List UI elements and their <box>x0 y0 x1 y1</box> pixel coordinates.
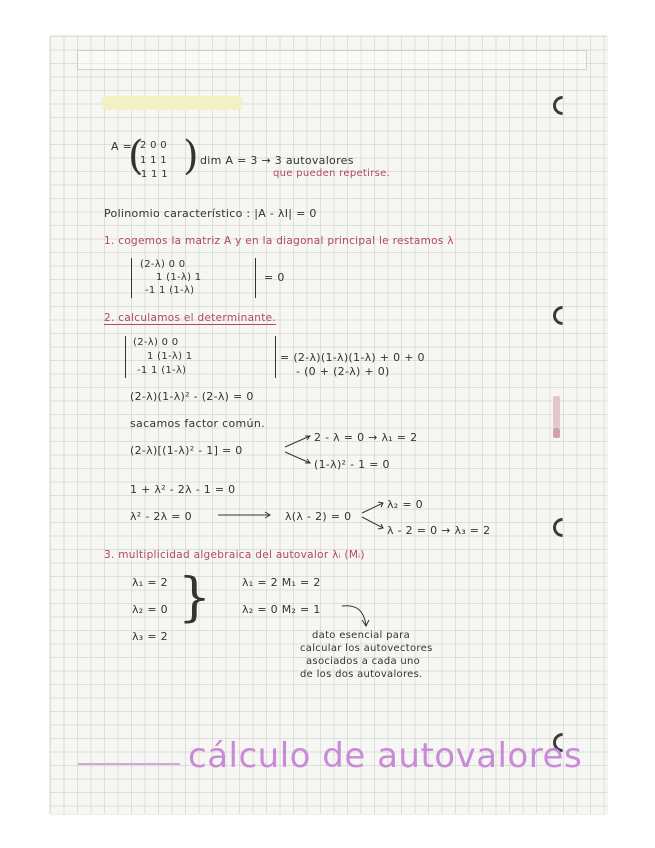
polynomial-heading: Polinomio característico : |A - λI| = 0 <box>104 207 317 220</box>
det2-expansion-subtract: - (0 + (2-λ) + 0) <box>296 365 390 378</box>
matrix-paren-left: ( <box>128 133 144 179</box>
matrix-row: 2 0 0 <box>140 140 167 151</box>
equation-line: 1 + λ² - 2λ - 1 = 0 <box>130 483 236 496</box>
branch-result: (1-λ)² - 1 = 0 <box>314 458 390 471</box>
det1-equals: = 0 <box>264 271 285 284</box>
note-line: asociados a cada uno <box>306 656 421 667</box>
title-underline <box>78 763 180 765</box>
matrix-row: 1 1 1 <box>140 155 167 166</box>
det2-row: -1 1 (1-λ) <box>137 365 187 376</box>
branch-arrow <box>285 436 310 447</box>
step-1-heading: 1. cogemos la matriz A y en la diagonal principal le restamos λ <box>104 235 454 247</box>
page-title: cálculo de autovalores <box>188 736 583 776</box>
note-line: de los dos autovalores. <box>300 669 423 680</box>
multiplicity-item: λ₁ = 2 M₁ = 2 <box>242 576 321 589</box>
branch-arrow <box>362 503 383 513</box>
eigenvalue-item: λ₂ = 0 <box>132 603 168 616</box>
multiplicity-item: λ₂ = 0 M₂ = 1 <box>242 603 321 616</box>
matrix-paren-right: ) <box>183 133 199 179</box>
branch-arrow <box>362 517 383 528</box>
matrix-label: A = <box>111 140 133 153</box>
step-2-heading: 2. calculamos el determinante. <box>104 312 277 324</box>
dimension-note: que pueden repetirse. <box>273 168 391 179</box>
det2-row: (2-λ) 0 0 <box>133 337 179 348</box>
step-3-heading: 3. multiplicidad algebraica del autovalor λᵢ (Mᵢ) <box>104 549 365 561</box>
curved-arrow <box>342 606 366 625</box>
factor-note: sacamos factor común. <box>130 417 265 430</box>
det1-row: -1 1 (1-λ) <box>145 285 195 296</box>
eigenvalue-item: λ₁ = 2 <box>132 576 168 589</box>
grouping-brace: } <box>178 568 212 628</box>
equation-line: (2-λ)(1-λ)² - (2-λ) = 0 <box>130 390 254 403</box>
eigenvalue-item: λ₃ = 2 <box>132 630 168 643</box>
det1-row: (2-λ) 0 0 <box>140 259 186 270</box>
branch-arrow <box>285 452 310 463</box>
note-line: calcular los autovectores <box>300 643 433 654</box>
det2-expansion: = (2-λ)(1-λ)(1-λ) + 0 + 0 <box>280 351 425 364</box>
det1-row: 1 (1-λ) 1 <box>156 272 202 283</box>
branch-result: λ - 2 = 0 → λ₃ = 2 <box>387 524 491 537</box>
note-line: dato esencial para <box>312 630 411 641</box>
branch-result: 2 - λ = 0 → λ₁ = 2 <box>314 431 418 444</box>
equation-line: λ(λ - 2) = 0 <box>285 510 352 523</box>
equation-line: λ² - 2λ = 0 <box>130 510 192 523</box>
det2-row: 1 (1-λ) 1 <box>147 351 193 362</box>
dimension-text: dim A = 3 → 3 autovalores <box>200 154 354 167</box>
branch-result: λ₂ = 0 <box>387 498 423 511</box>
matrix-row: -1 1 1 <box>137 169 168 180</box>
equation-line: (2-λ)[(1-λ)² - 1] = 0 <box>130 444 243 457</box>
